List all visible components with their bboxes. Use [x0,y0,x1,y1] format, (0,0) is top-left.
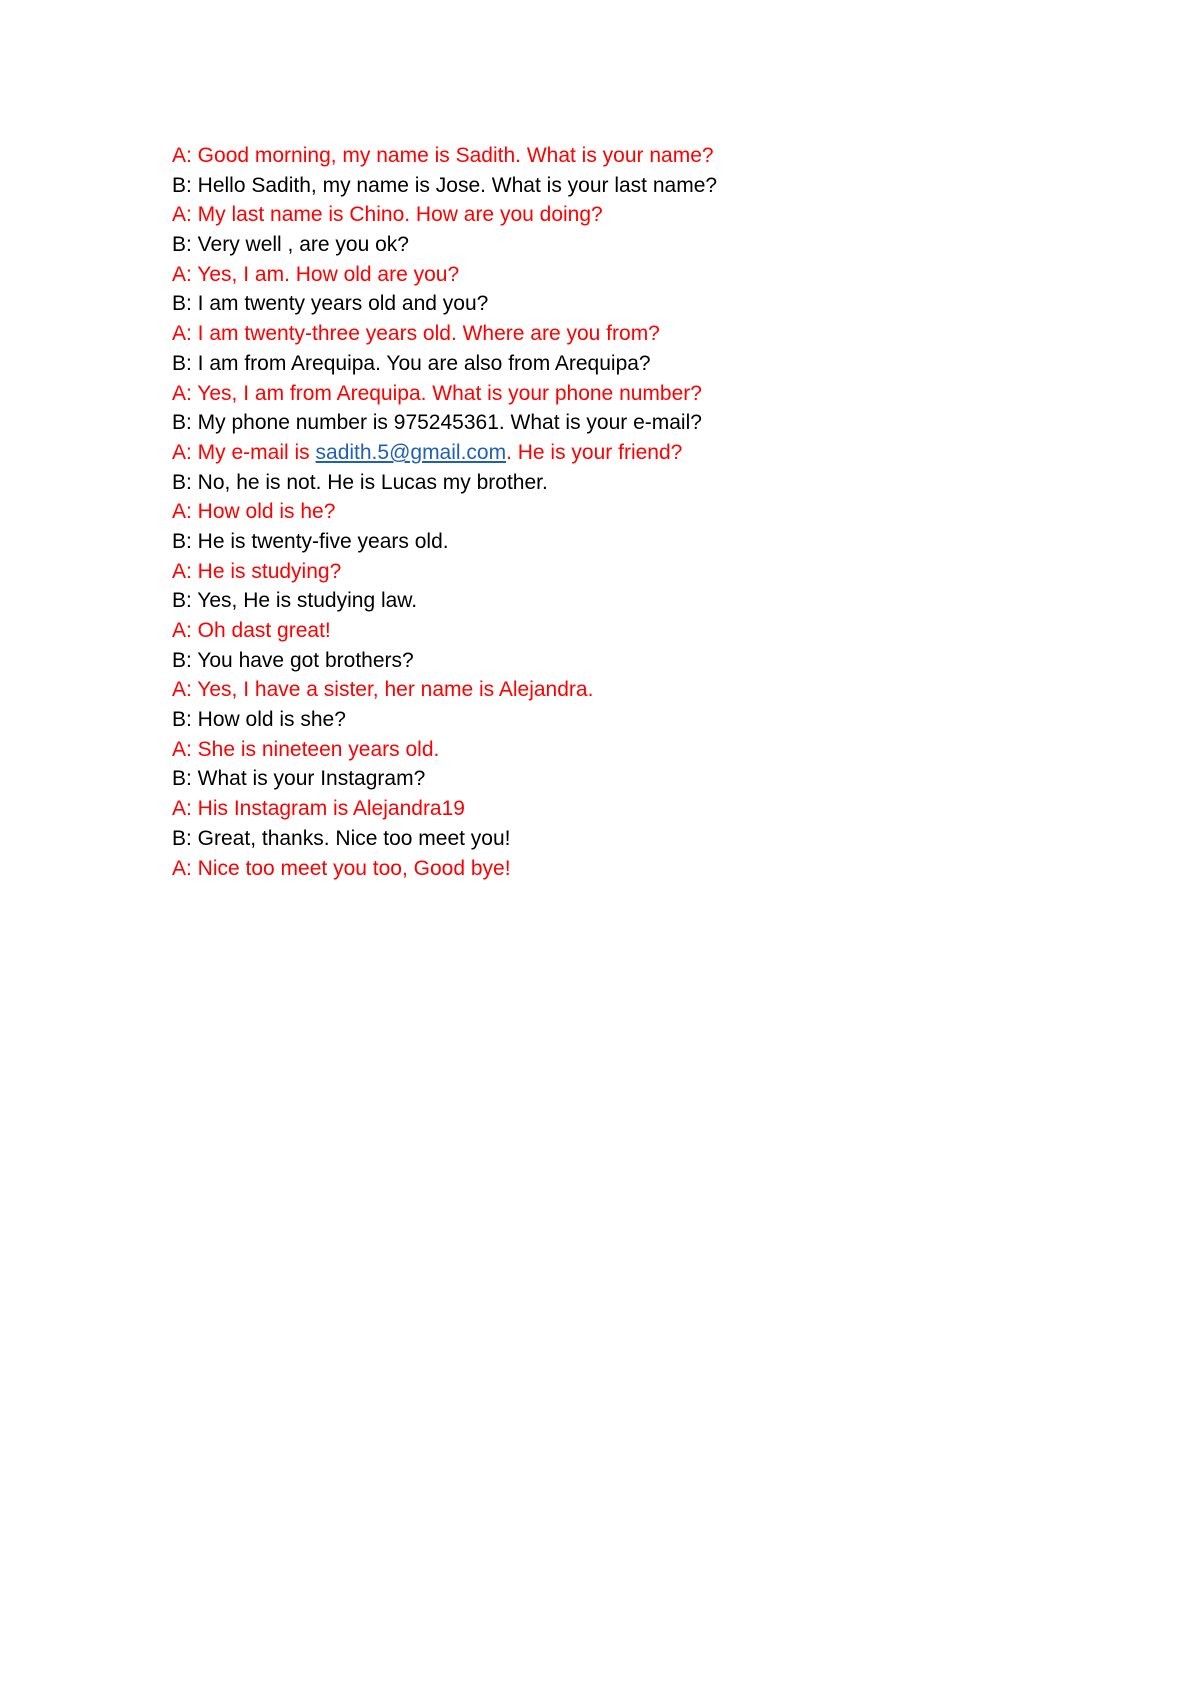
dialogue-line-b: B: Yes, He is studying law. [172,589,418,613]
email-link[interactable]: sadith.5@gmail.com [315,440,507,464]
dialogue-line-a: A: I am twenty-three years old. Where are you from? [172,322,660,346]
dialogue-line-b: B: I am twenty years old and you? [172,292,489,316]
dialogue-line-b: B: No, he is not. He is Lucas my brother. [172,470,548,494]
dialogue-line-a: A: He is studying? [172,559,342,583]
dialogue-line-b: B: Very well , are you ok? [172,233,409,257]
dialogue-line-b: B: He is twenty-five years old. [172,529,449,553]
dialogue-line-b: B: I am from Arequipa. You are also from Arequipa? [172,351,651,375]
dialogue-line-a: A: Yes, I am. How old are you? [172,262,460,286]
dialogue-line-a: A: She is nineteen years old. [172,737,440,761]
dialogue-line-a: A: Oh dast great! [172,619,331,642]
dialogue-line-b: B: How old is she? [172,708,346,732]
dialogue-line-b: B: Hello Sadith, my name is Jose. What is your last name? [172,173,718,197]
dialogue-line-a: A: Yes, I have a sister, her name is Alejandra. [172,678,594,702]
dialogue-line-b: B: My phone number is 975245361. What is your e-mail? [172,411,702,435]
dialogue-line-a: A: How old is he? [172,500,336,524]
dialogue-line-a: A: My last name is Chino. How are you doing? [172,203,603,227]
dialogue-line-b: B: What is your Instagram? [172,767,426,791]
dialogue-line-a: A: Nice too meet you too, Good bye! [172,856,511,880]
dialogue-line-a: A: Yes, I am from Arequipa. What is your phone number? [172,381,702,405]
dialogue-list [172,141,1072,883]
email-line-suffix: . He is your friend? [506,440,683,464]
email-line-prefix: A: My e-mail is [172,440,316,464]
dialogue-line-a-email [172,438,1072,468]
dialogue-line-a: A: Good morning, my name is Sadith. What is your name? [172,144,714,167]
dialogue-line-a: A: His Instagram is Alejandra19 [172,797,465,821]
dialogue-line-b: B: Great, thanks. Nice too meet you! [172,826,511,850]
dialogue-line-b: B: You have got brothers? [172,648,414,672]
